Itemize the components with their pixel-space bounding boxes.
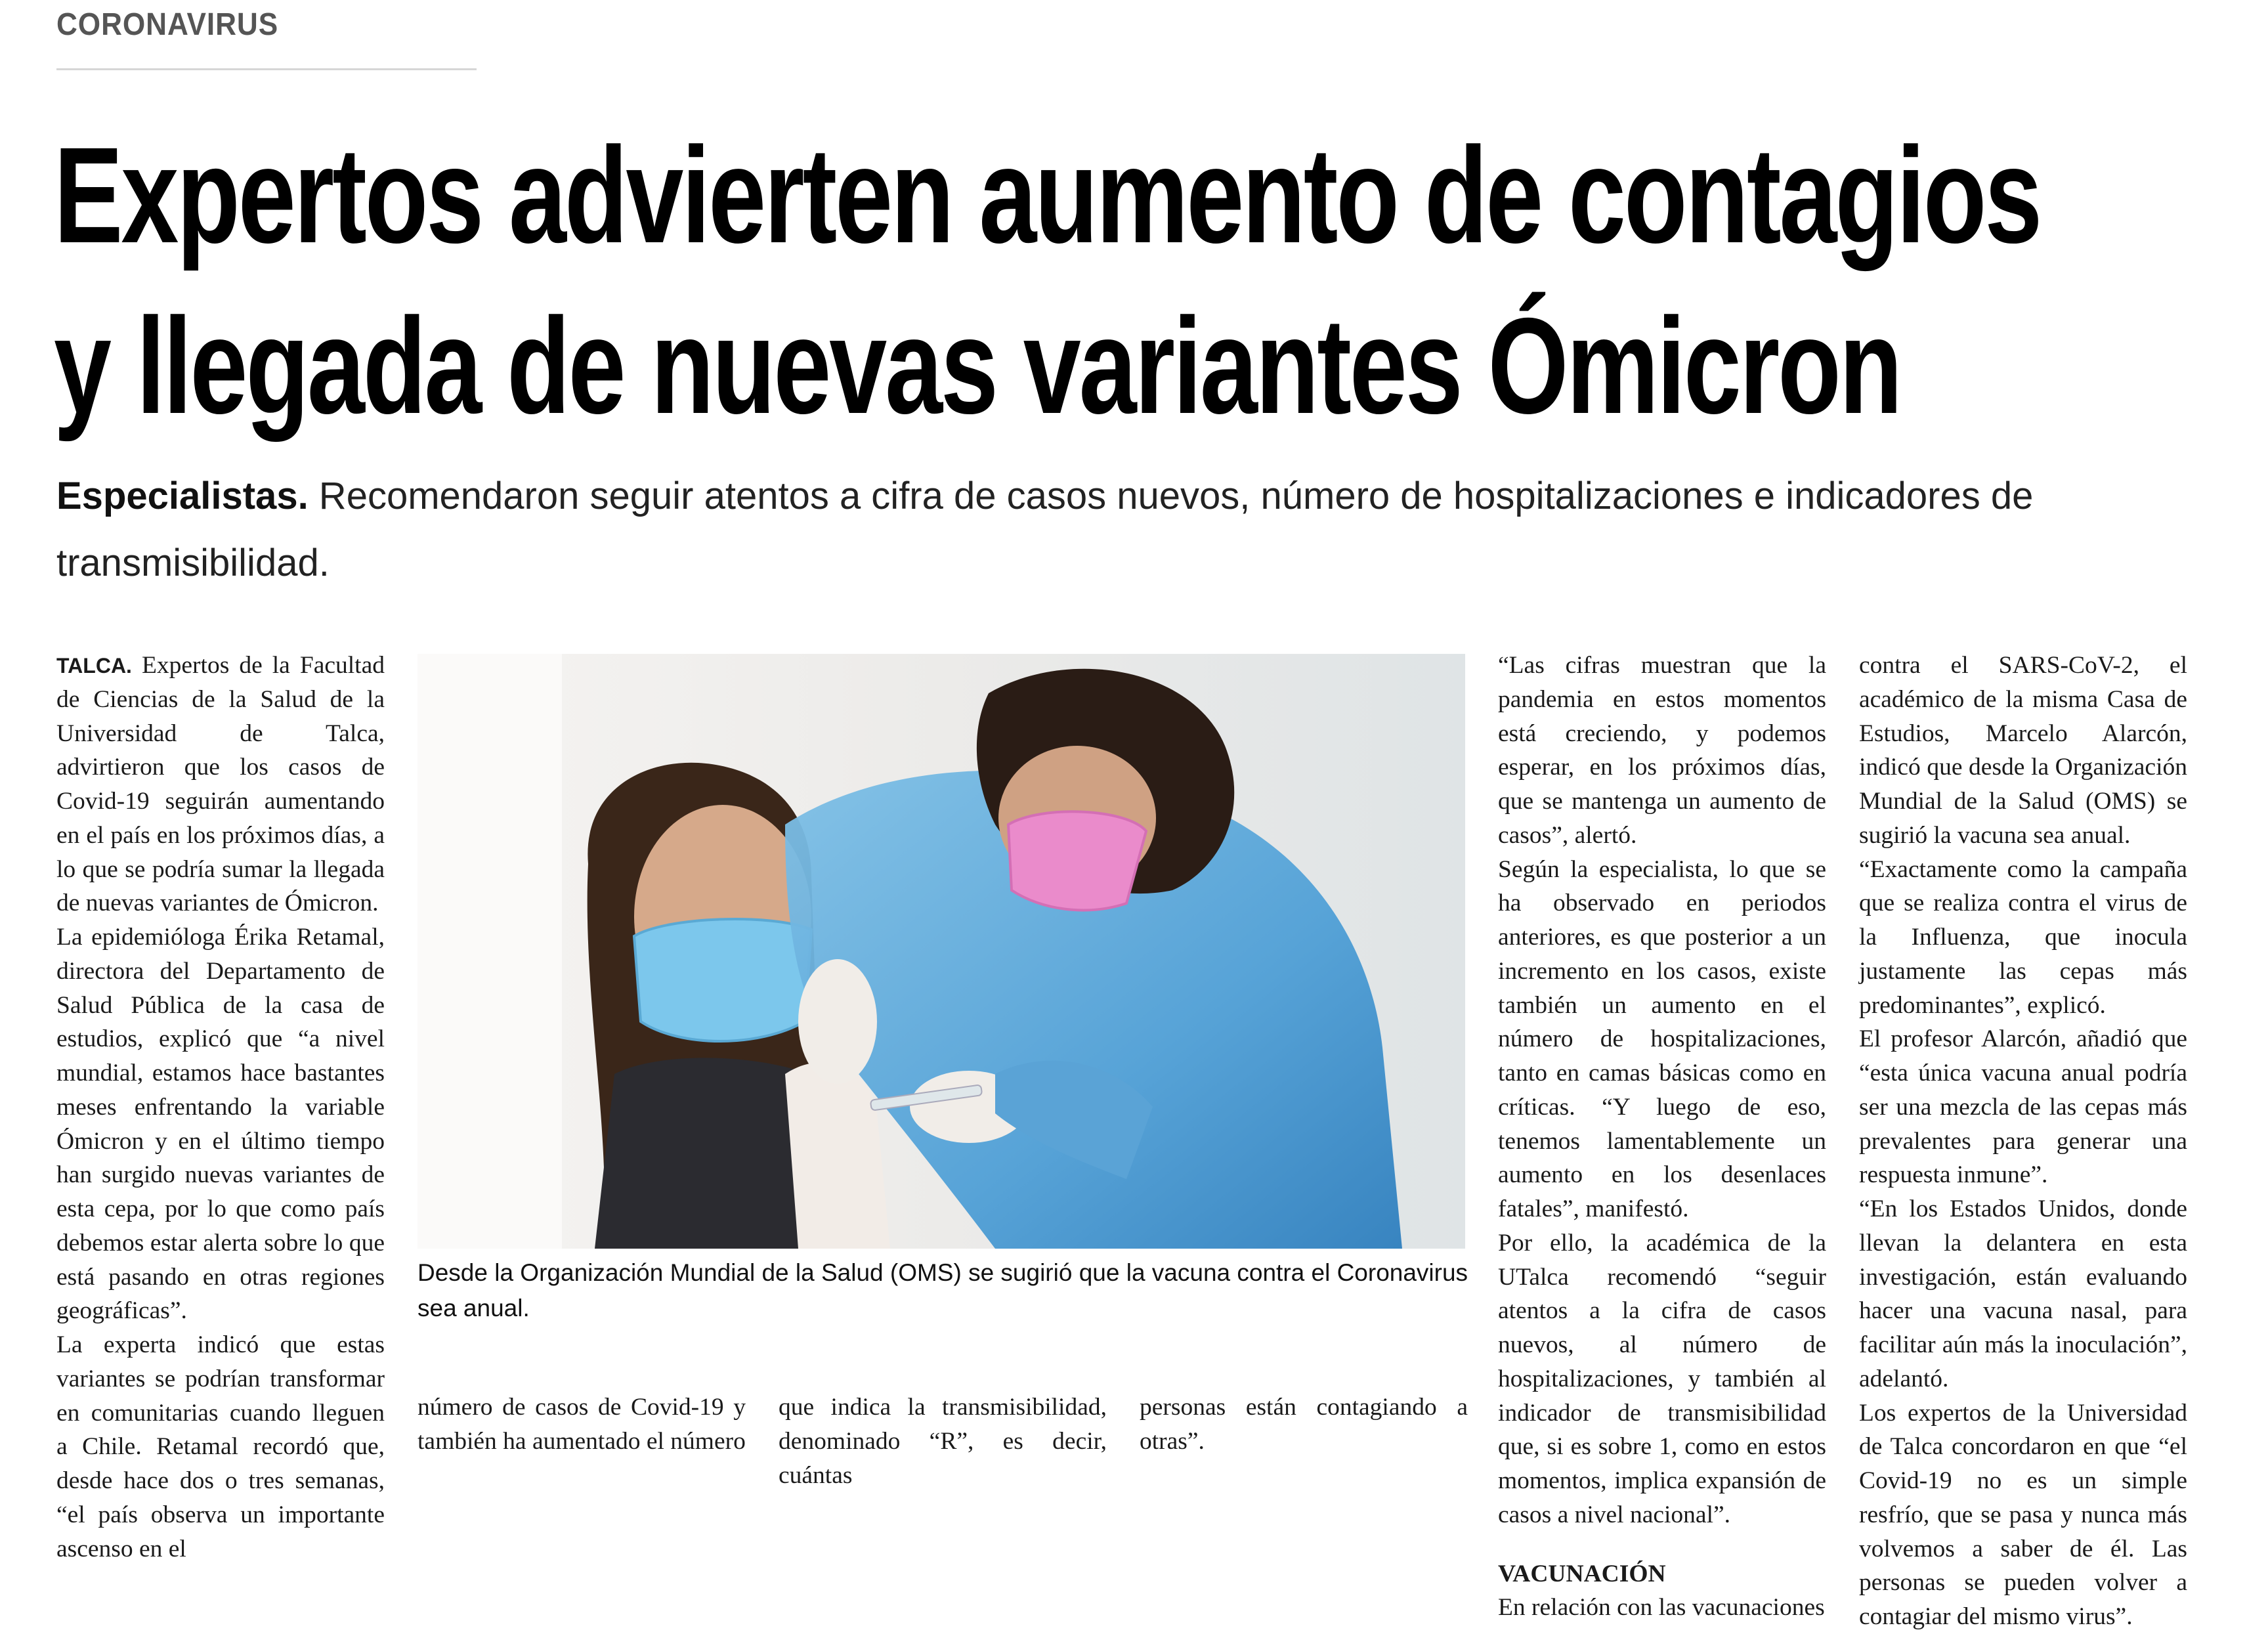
article-column-2b (779, 1390, 1107, 1492)
paragraph: Según la especialista, lo que se ha observado en periodos anteriores, es que posterior a un incremento en los casos, existe también un aumento en el número de hospitalizaciones, tanto en camas básicas como en críticas. “Y luego de eso, tenemos lamentablemente un aumento en los desenlaces fatales”, manifestó. (1498, 855, 1826, 1222)
article-column-3 (1498, 649, 1826, 1625)
subsection-title: VACUNACIÓN (1498, 1560, 1666, 1587)
dateline: TALCA. (56, 654, 132, 677)
photo-caption: Desde la Organización Mundial de la Salud (OMS) se sugirió que la vacuna contra el Coronavirus sea anual. (417, 1259, 1468, 1322)
paragraph: La epidemióloga Érika Retamal, directora del Departamento de Salud Pública de la casa de estudios, explicó que “a nivel mundial, estamos hace bastantes meses enfrentando la variable Ómicron y en el último tiempo han surgido nuevas variantes de esta cepa, por lo que como país debemos estar alerta sobre lo que está pasando en otras regiones geográficas”. (56, 924, 385, 1325)
paragraph: contra el SARS-CoV-2, el académico de la misma Casa de Estudios, Marcelo Alarcón, indicó que desde la Organización Mundial de la Salud (OMS) se sugirió la vacuna sea anual. (1859, 652, 2187, 849)
paragraph-text: Expertos de la Facultad de Ciencias de la Salud de la Universidad de Talca, advirtieron que los casos de Covid-19 seguirán aumentando en el país en los próximos días, a lo que se podría sumar la llegada de nuevas variantes de Ómicron. (56, 652, 385, 917)
vaccination-illustration (417, 654, 1465, 1249)
paragraph: En relación con las vacunaciones (1498, 1594, 1825, 1622)
article-column-4 (1859, 649, 2187, 1634)
paragraph: “En los Estados Unidos, donde llevan la delantera en esta investigación, están evaluando hacer una vacuna nasal, para facilitar aún más la inoculación”, adelantó. (1859, 1195, 2187, 1392)
paragraph: “Las cifras muestran que la pandemia en estos momentos está creciendo, y podemos esperar, en los próximos días, que se mantenga un aumento de casos”, alertó. (1498, 652, 1826, 849)
paragraph: La experta indicó que estas variantes se podrían transformar en comunitarias cuando lleguen a Chile. Retamal recordó que, desde hace dos o tres semanas, “el país observa un importante ascenso en el (56, 1331, 385, 1562)
article-column-2c (1140, 1390, 1468, 1459)
subhead-kicker: Especialistas. (56, 475, 309, 517)
vaccination-photo (417, 654, 1465, 1249)
subheadline (56, 463, 2196, 596)
article-column-2 (417, 1390, 746, 1459)
headline-line-1: Expertos advierten aumento de contagios (54, 119, 2041, 272)
subhead-text: Recomendaron seguir atentos a cifra de casos nuevos, número de hospitalizaciones e indicadores de transmisibilidad. (56, 475, 2034, 584)
article-column-1 (56, 649, 385, 1566)
paragraph: que indica la transmisibilidad, denominado “R”, es decir, cuántas (779, 1394, 1107, 1489)
paragraph: “Exactamente como la campaña que se realiza contra el virus de la Influenza, que inocula justamente las cepas más predominantes”, explicó. (1859, 855, 2187, 1019)
paragraph: número de casos de Covid-19 y también ha aumentado el número (417, 1394, 746, 1455)
paragraph: Por ello, la académica de la UTalca recomendó “seguir atentos a la cifra de casos nuevos, al número de hospitalizaciones, y también al indicador de transmisibilidad que, si es sobre 1, como en estos momentos, implica expansión de casos a nivel nacional”. (1498, 1229, 1826, 1528)
section-divider (56, 68, 477, 70)
paragraph (56, 649, 385, 920)
paragraph: Los expertos de la Universidad de Talca concordaron en que “el Covid-19 no es un simple resfrío, que se pasa y nunca más volvemos a saber de él. Las personas se pueden volver a contagiar del mismo virus”. (1859, 1399, 2187, 1630)
headline (54, 110, 2240, 452)
paragraph: El profesor Alarcón, añadió que “esta única vacuna anual podría ser una mezcla de las cepas más prevalentes para generar una respuesta inmune”. (1859, 1025, 2187, 1189)
paragraph: personas están contagiando a otras”. (1140, 1394, 1468, 1455)
headline-line-2: y llegada de nuevas variantes Ómicron (54, 290, 1901, 442)
section-label: CORONAVIRUS (56, 7, 279, 42)
